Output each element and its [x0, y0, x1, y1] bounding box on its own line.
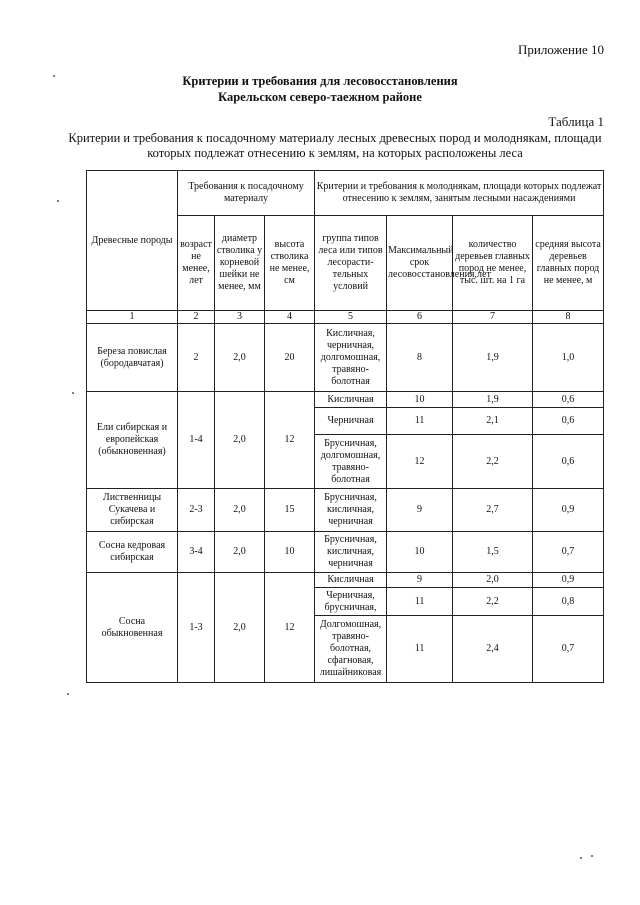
title-line-2: Карельском северо-таежном районе [218, 90, 422, 104]
avg-height-cell: 1,0 [533, 324, 604, 392]
title-line-1: Критерии и требования для лесовосстановления [182, 74, 458, 88]
col-number: 2 [178, 311, 215, 324]
age-cell: 1-4 [178, 392, 215, 489]
header-row-groups [87, 171, 604, 216]
height-cell: 12 [265, 392, 315, 489]
forest-type-cell: Брусничная, кисличная, черничная [315, 489, 387, 532]
avg-height-cell: 0,9 [533, 489, 604, 532]
count-cell: 2,4 [453, 616, 533, 683]
diameter-cell: 2,0 [215, 489, 265, 532]
column-number-row [87, 311, 604, 324]
scan-speck [72, 392, 74, 394]
diameter-cell: 2,0 [215, 392, 265, 489]
height-cell: 20 [265, 324, 315, 392]
col-number: 5 [315, 311, 387, 324]
avg-height-cell: 0,6 [533, 408, 604, 435]
age-cell: 1-3 [178, 573, 215, 683]
count-cell: 2,2 [453, 588, 533, 616]
species-cell: Сосна обыкновенная [87, 573, 178, 683]
avg-height-cell: 0,8 [533, 588, 604, 616]
appendix-label: Приложение 10 [517, 42, 604, 57]
max-term-cell: 8 [387, 324, 453, 392]
avg-height-cell: 0,7 [533, 616, 604, 683]
forest-type-cell: Кисличная [315, 392, 387, 408]
col-number: 4 [265, 311, 315, 324]
table-row-birch [87, 324, 604, 392]
scan-speck [591, 855, 593, 857]
count-cell: 2,0 [453, 573, 533, 588]
max-term-cell: 9 [387, 489, 453, 532]
diameter-cell: 2,0 [215, 573, 265, 683]
table-row-cedar [87, 532, 604, 573]
table-row-pine [87, 573, 604, 588]
table-row-spruce [87, 392, 604, 408]
document-title [0, 73, 640, 105]
header-young-stands: Критерии и требования к молоднякам, площади которых подлежат отнесению к землям, занятым лесными насаждениями [315, 171, 604, 216]
col-number: 8 [533, 311, 604, 324]
forest-type-cell: Долгомошная, травяно-болотная, сфагновая, лишайниковая [315, 616, 387, 683]
scan-speck [53, 75, 55, 77]
col-number: 6 [387, 311, 453, 324]
header-planting-material: Требования к посадочному материалу [178, 171, 315, 216]
species-cell: Лиственницы Сукачева и сибирская [87, 489, 178, 532]
age-cell: 3-4 [178, 532, 215, 573]
header-species: Древесные породы [87, 171, 178, 311]
age-cell: 2 [178, 324, 215, 392]
diameter-cell: 2,0 [215, 324, 265, 392]
max-term-cell: 11 [387, 616, 453, 683]
scan-speck [57, 200, 59, 202]
col-number: 1 [87, 311, 178, 324]
count-cell: 2,7 [453, 489, 533, 532]
criteria-table [86, 170, 604, 683]
col-number: 7 [453, 311, 533, 324]
max-term-cell: 12 [387, 435, 453, 489]
avg-height-cell: 0,9 [533, 573, 604, 588]
header-max-term: Максимальный срок лесовосстановления,лет [387, 216, 453, 311]
age-cell: 2-3 [178, 489, 215, 532]
max-term-cell: 11 [387, 588, 453, 616]
height-cell: 10 [265, 532, 315, 573]
forest-type-cell: Черничная [315, 408, 387, 435]
species-cell: Сосна кедровая сибирская [87, 532, 178, 573]
scan-speck [67, 693, 69, 695]
header-height: высота стволика не менее, см [265, 216, 315, 311]
table-number: Таблица 1 [548, 114, 604, 129]
forest-type-cell: Брусничная, долгомошная, травяно-болотная [315, 435, 387, 489]
forest-type-cell: Черничная, брусничная, [315, 588, 387, 616]
species-cell: Ели сибирская и европейская (обыкновенная) [87, 392, 178, 489]
count-cell: 1,9 [453, 392, 533, 408]
col-number: 3 [215, 311, 265, 324]
count-cell: 2,1 [453, 408, 533, 435]
forest-type-cell: Кисличная [315, 573, 387, 588]
species-cell: Береза повислая (бородавчатая) [87, 324, 178, 392]
max-term-cell: 10 [387, 392, 453, 408]
height-cell: 12 [265, 573, 315, 683]
count-cell: 1,9 [453, 324, 533, 392]
avg-height-cell: 0,7 [533, 532, 604, 573]
table-caption: Критерии и требования к посадочному материалу лесных древесных пород и молоднякам, площади которых подлежат отнесению к землям, на которых расположены леса [68, 131, 602, 160]
header-age: возраст не менее, лет [178, 216, 215, 311]
avg-height-cell: 0,6 [533, 392, 604, 408]
header-diameter: диаметр стволика у корневой шейки не менее, мм [215, 216, 265, 311]
max-term-cell: 10 [387, 532, 453, 573]
header-forest-type: группа типов леса или типов лесорасти-тельных условий [315, 216, 387, 311]
height-cell: 15 [265, 489, 315, 532]
table-row-larch [87, 489, 604, 532]
header-tree-count: количество деревьев главных пород не менее, тыс. шт. на 1 га [453, 216, 533, 311]
diameter-cell: 2,0 [215, 532, 265, 573]
header-avg-height: средняя высота деревьев главных пород не менее, м [533, 216, 604, 311]
count-cell: 1,5 [453, 532, 533, 573]
count-cell: 2,2 [453, 435, 533, 489]
max-term-cell: 11 [387, 408, 453, 435]
max-term-cell: 9 [387, 573, 453, 588]
forest-type-cell: Кисличная, черничная, долгомошная, травяно-болотная [315, 324, 387, 392]
avg-height-cell: 0,6 [533, 435, 604, 489]
scan-speck [580, 857, 582, 859]
forest-type-cell: Брусничная, кисличная, черничная [315, 532, 387, 573]
